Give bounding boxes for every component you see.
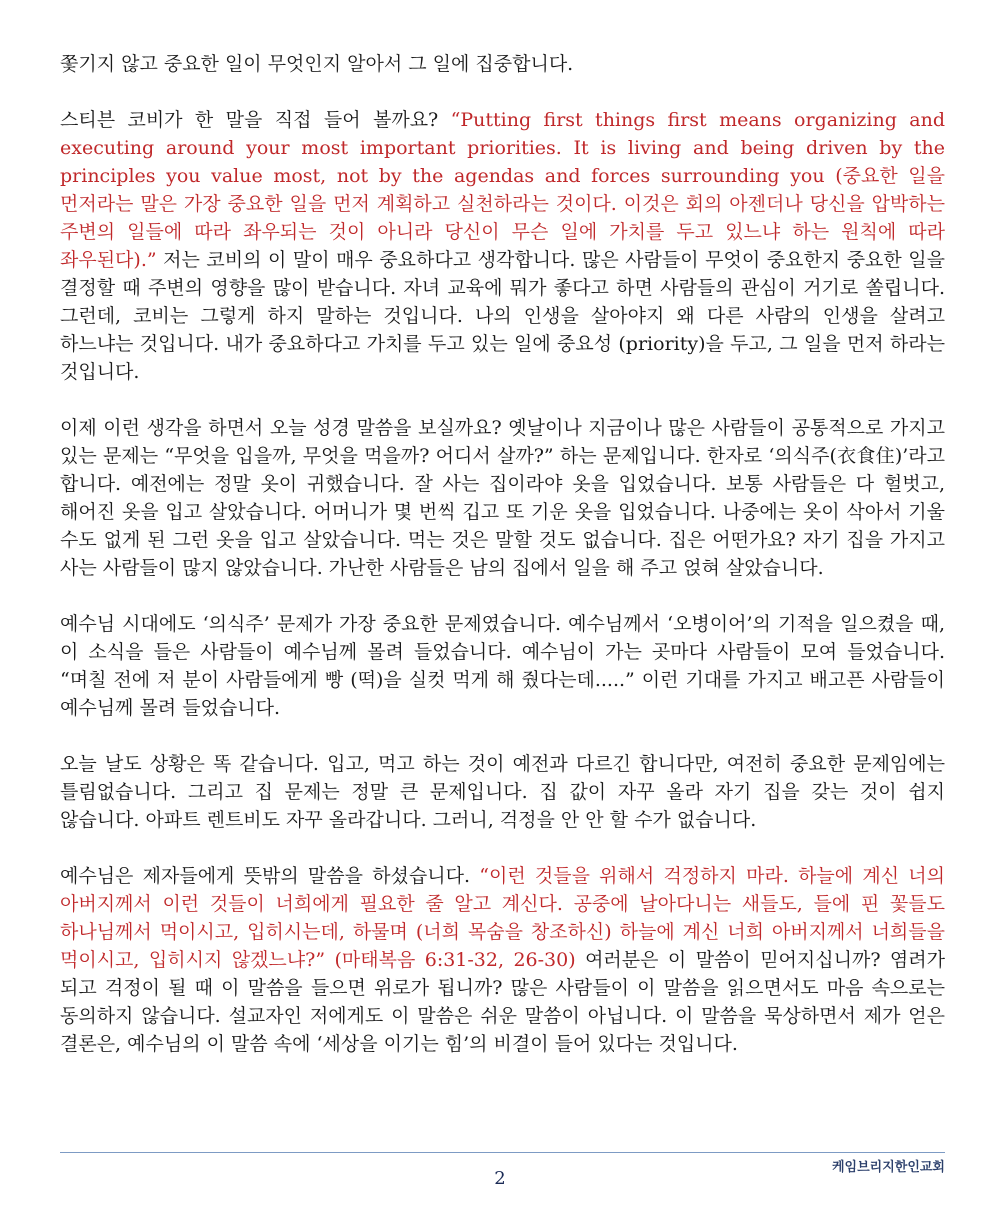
paragraph-2-commentary: 저는 코비의 이 말이 매우 중요하다고 생각합니다. 많은 사람들이 무엇이 중요한지 중요한 일을 결정할 때 주변의 영향을 많이 받습니다. 자녀 교육에 뭐가 좋다고 하면 사람들의 관심이 거기로 쏠립니다. 그런데, 코비는 그렇게 하지 말하는 것입니다. 나의 인생을 살아야지 왜 다른 사람의 인생을 살려고 하느냐는 것입니다. 내가 중요하다고 가치를 두고 있는 일에 중요성 (priority)을 두고, 그 일을 먼저 하라는 것입니다. — [60, 249, 945, 383]
paragraph-6-intro: 예수님은 제자들에게 뜻밖의 말씀을 하셨습니다. — [60, 865, 480, 887]
paragraph-2-intro: 스티븐 코비가 한 말을 직접 들어 볼까요? — [60, 109, 451, 131]
covey-quote: “Putting first things first means organizing and executing around your most important priorities. It is living and being driven by the principles you value most, not by the agendas and forces surrounding you (중요한 일을 먼저라는 말은 가장 중요한 일을 먼저 계획하고 실천하라는 것이다. 이것은 회의 아젠더나 당신을 압박하는 주변의 일들에 따라 좌우되는 것이 아니라 당신이 무슨 일에 가치를 두고 있느냐 하는 원칙에 따라 좌우된다).” — [60, 109, 945, 271]
paragraph-6-commentary: 여러분은 이 말씀이 믿어지십니까? 염려가 되고 걱정이 될 때 이 말씀을 들으면 위로가 됩니까? 많은 사람들이 이 말씀을 읽으면서도 마음 속으로는 동의하지 않습니다. 설교자인 저에게도 이 말씀은 쉬운 말씀이 아닙니다. 이 말씀을 묵상하면서 제가 얻은 결론은, 예수님의 이 말씀 속에 ‘세상을 이기는 힘’의 비결이 들어 있다는 것입니다. — [60, 949, 945, 1055]
paragraph-4-text: 예수님 시대에도 ‘의식주’ 문제가 가장 중요한 문제였습니다. 예수님께서 ‘오병이어’의 기적을 일으켰을 때, 이 소식을 들은 사람들이 예수님께 몰려 들었습니다. 예수님이 가는 곳마다 사람들이 모여 들었습니다. “며칠 전에 저 분이 사람들에게 빵 (떡)을 실컷 먹게 해 줬다는데.....” 이런 기대를 가지고 배고픈 사람들이 예수님께 몰려 들었습니다. — [60, 613, 945, 719]
paragraph-5-text: 오늘 날도 상황은 똑 같습니다. 입고, 먹고 하는 것이 예전과 다르긴 합니다만, 여전히 중요한 문제임에는 틀림없습니다. 그리고 집 문제는 정말 큰 문제입니다. 집 값이 자꾸 올라 자기 집을 갖는 것이 쉽지 않습니다. 아파트 렌트비도 자꾸 올라갑니다. 그러니, 걱정을 안 안 할 수가 없습니다. — [60, 753, 945, 831]
paragraph-5 — [60, 750, 945, 834]
paragraph-1 — [60, 50, 945, 78]
scripture-quote: “이런 것들을 위해서 걱정하지 마라. 하늘에 계신 너의 아버지께서 이런 것들이 너희에게 필요한 줄 알고 계신다. 공중에 날아다니는 새들도, 들에 핀 꽃들도 하나님께서 먹이시고, 입히시는데, 하물며 (너희 목숨을 창조하신) 하늘에 계신 너희 아버지께서 너희들을 먹이시고, 입히시지 않겠느냐?” (마태복음 6:31-32, 26-30) — [60, 865, 945, 971]
paragraph-2 — [60, 106, 945, 386]
footer-divider — [60, 1152, 945, 1153]
document-body — [60, 50, 945, 1086]
paragraph-3 — [60, 414, 945, 582]
page-number: 2 — [494, 1168, 506, 1189]
paragraph-3-text: 이제 이런 생각을 하면서 오늘 성경 말씀을 보실까요? 옛날이나 지금이나 많은 사람들이 공통적으로 가지고 있는 문제는 “무엇을 입을까, 무엇을 먹을까? 어디서 살까?” 하는 문제입니다. 한자로 ‘의식주(衣食住)’라고 합니다. 예전에는 정말 옷이 귀했습니다. 잘 사는 집이라야 옷을 입었습니다. 보통 사람들은 다 헐벗고, 해어진 옷을 입고 살았습니다. 어머니가 몇 번씩 깁고 또 기운 옷을 입었습니다. 나중에는 옷이 삭아서 기울 수도 없게 된 그런 옷을 입고 살았습니다. 먹는 것은 말할 것도 없습니다. 집은 어떤가요? 자기 집을 가지고 사는 사람들이 많지 않았습니다. 가난한 사람들은 남의 집에서 일을 해 주고 얹혀 살았습니다. — [60, 417, 945, 579]
footer-organization: 케임브리지한인교회 — [831, 1160, 945, 1175]
paragraph-6 — [60, 862, 945, 1058]
paragraph-4 — [60, 610, 945, 722]
paragraph-1-text: 쫓기지 않고 중요한 일이 무엇인지 알아서 그 일에 집중합니다. — [60, 53, 574, 75]
